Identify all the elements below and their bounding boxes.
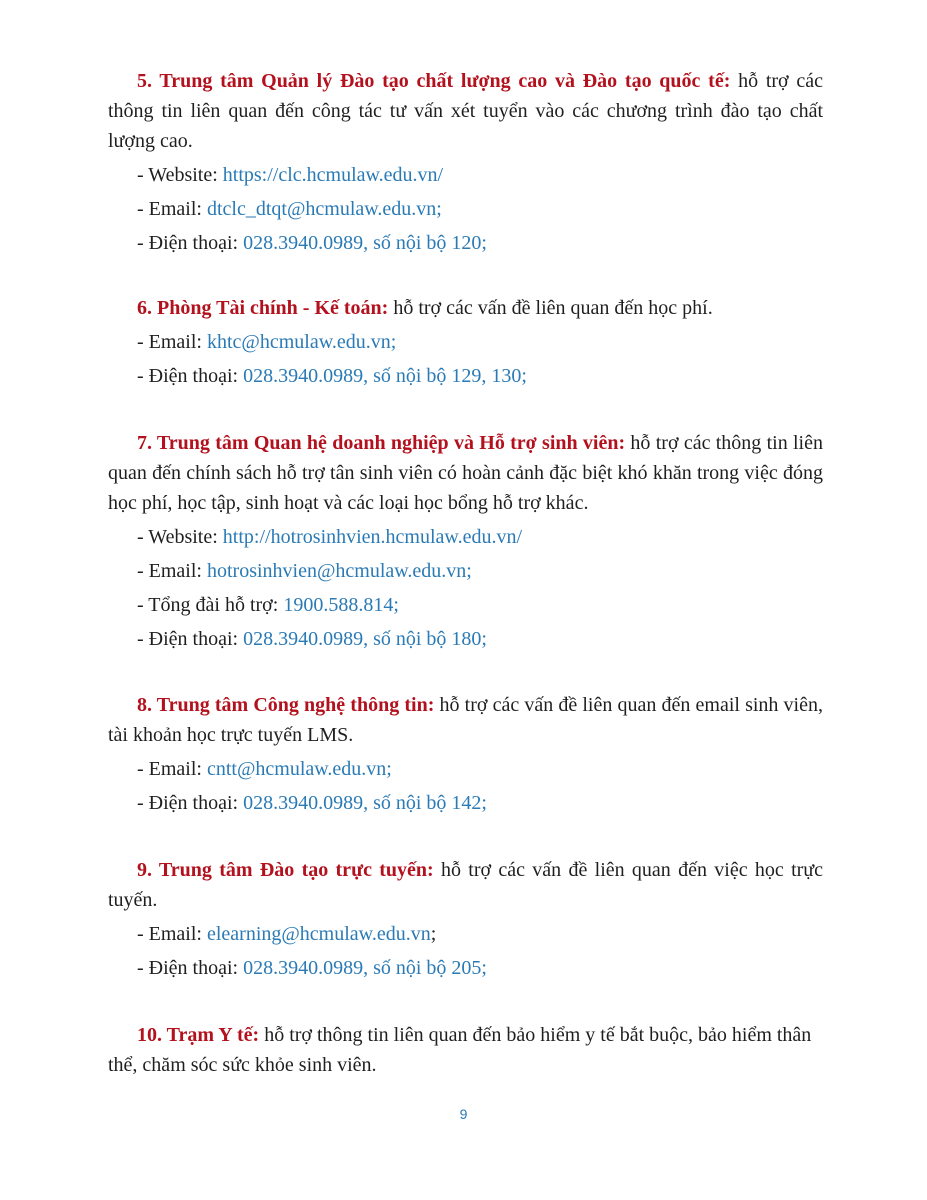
website-link[interactable]: http://hotrosinhvien.hcmulaw.edu.vn/ xyxy=(222,526,522,548)
contact-phone xyxy=(108,228,823,258)
section-6-description: hỗ trợ các vấn đề liên quan đến học phí. xyxy=(388,297,713,319)
section-7-description: hỗ trợ các thông tin liên quan đến chính sách hỗ trợ tân sinh viên có hoàn cảnh đặc biệt khó khăn trong việc đóng học phí, học tập, sinh hoạt và các loại học bổng hỗ trợ khác. xyxy=(108,432,823,514)
section-10 xyxy=(108,1020,823,1080)
email-link[interactable]: cntt@hcmulaw.edu.vn; xyxy=(206,758,392,780)
page-number: 9 xyxy=(459,1106,468,1122)
contact-suffix: ; xyxy=(430,923,437,945)
contact-hotline xyxy=(108,590,823,620)
contact-label: - Website: xyxy=(137,164,223,186)
contact-label: - Website: xyxy=(137,526,223,548)
contact-label: - Email: xyxy=(137,198,207,220)
section-6 xyxy=(108,293,823,391)
phone-value: 028.3940.0989, số nội bộ 129, 130; xyxy=(243,365,527,387)
section-6-title: 6. Phòng Tài chính - Kế toán: xyxy=(137,297,389,319)
contact-email xyxy=(108,327,823,357)
phone-value: 028.3940.0989, số nội bộ 142; xyxy=(243,792,487,814)
contact-email xyxy=(108,919,823,949)
section-5-title: 5. Trung tâm Quản lý Đào tạo chất lượng cao và Đào tạo quốc tế: xyxy=(137,70,731,92)
section-8-description: hỗ trợ các vấn đề liên quan đến email sinh viên, tài khoản học trực tuyến LMS. xyxy=(108,694,823,746)
contact-website xyxy=(108,160,823,190)
section-9-description: hỗ trợ các vấn đề liên quan đến việc học trực tuyến. xyxy=(108,859,823,911)
section-8-paragraph xyxy=(108,690,823,750)
contact-phone xyxy=(108,624,823,654)
section-7 xyxy=(108,428,823,654)
section-9 xyxy=(108,855,823,983)
contact-label: - Email: xyxy=(137,758,207,780)
contact-email xyxy=(108,754,823,784)
section-10-title: 10. Trạm Y tế: xyxy=(137,1024,260,1046)
section-5 xyxy=(108,66,823,258)
website-link[interactable]: https://clc.hcmulaw.edu.vn/ xyxy=(222,164,444,186)
section-10-paragraph xyxy=(108,1020,823,1080)
contact-email xyxy=(108,556,823,586)
email-link[interactable]: khtc@hcmulaw.edu.vn; xyxy=(206,331,397,353)
section-6-paragraph xyxy=(108,293,823,323)
section-5-paragraph xyxy=(108,66,823,156)
contact-label: - Điện thoại: xyxy=(137,792,244,814)
section-9-title: 9. Trung tâm Đào tạo trực tuyến: xyxy=(137,859,434,881)
email-link[interactable]: elearning@hcmulaw.edu.vn xyxy=(206,923,431,945)
section-7-paragraph xyxy=(108,428,823,518)
contact-label: - Điện thoại: xyxy=(137,232,244,254)
section-9-paragraph xyxy=(108,855,823,915)
email-link[interactable]: hotrosinhvien@hcmulaw.edu.vn; xyxy=(206,560,472,582)
contact-label: - Email: xyxy=(137,560,207,582)
phone-value: 028.3940.0989, số nội bộ 120; xyxy=(243,232,487,254)
contact-label: - Điện thoại: xyxy=(137,957,244,979)
contact-label: - Điện thoại: xyxy=(137,365,244,387)
contact-phone xyxy=(108,361,823,391)
email-link[interactable]: dtclc_dtqt@hcmulaw.edu.vn; xyxy=(206,198,442,220)
phone-value: 028.3940.0989, số nội bộ 205; xyxy=(243,957,487,979)
contact-website xyxy=(108,522,823,552)
phone-value: 028.3940.0989, số nội bộ 180; xyxy=(243,628,487,650)
contact-phone xyxy=(108,953,823,983)
contact-label: - Email: xyxy=(137,923,207,945)
section-8-title: 8. Trung tâm Công nghệ thông tin: xyxy=(137,694,435,716)
contact-phone xyxy=(108,788,823,818)
contact-label: - Tổng đài hỗ trợ: xyxy=(137,594,284,616)
hotline-value: 1900.588.814; xyxy=(283,594,399,616)
contact-label: - Điện thoại: xyxy=(137,628,244,650)
section-5-description: hỗ trợ các thông tin liên quan đến công tác tư vấn xét tuyển vào các chương trình đào tạo chất lượng cao. xyxy=(108,70,823,152)
section-10-description: hỗ trợ thông tin liên quan đến bảo hiểm y tế bắt buộc, bảo hiểm thân thể, chăm sóc sức khỏe sinh viên. xyxy=(108,1024,812,1076)
section-7-title: 7. Trung tâm Quan hệ doanh nghiệp và Hỗ trợ sinh viên: xyxy=(137,432,626,454)
contact-email xyxy=(108,194,823,224)
contact-label: - Email: xyxy=(137,331,207,353)
section-8 xyxy=(108,690,823,818)
